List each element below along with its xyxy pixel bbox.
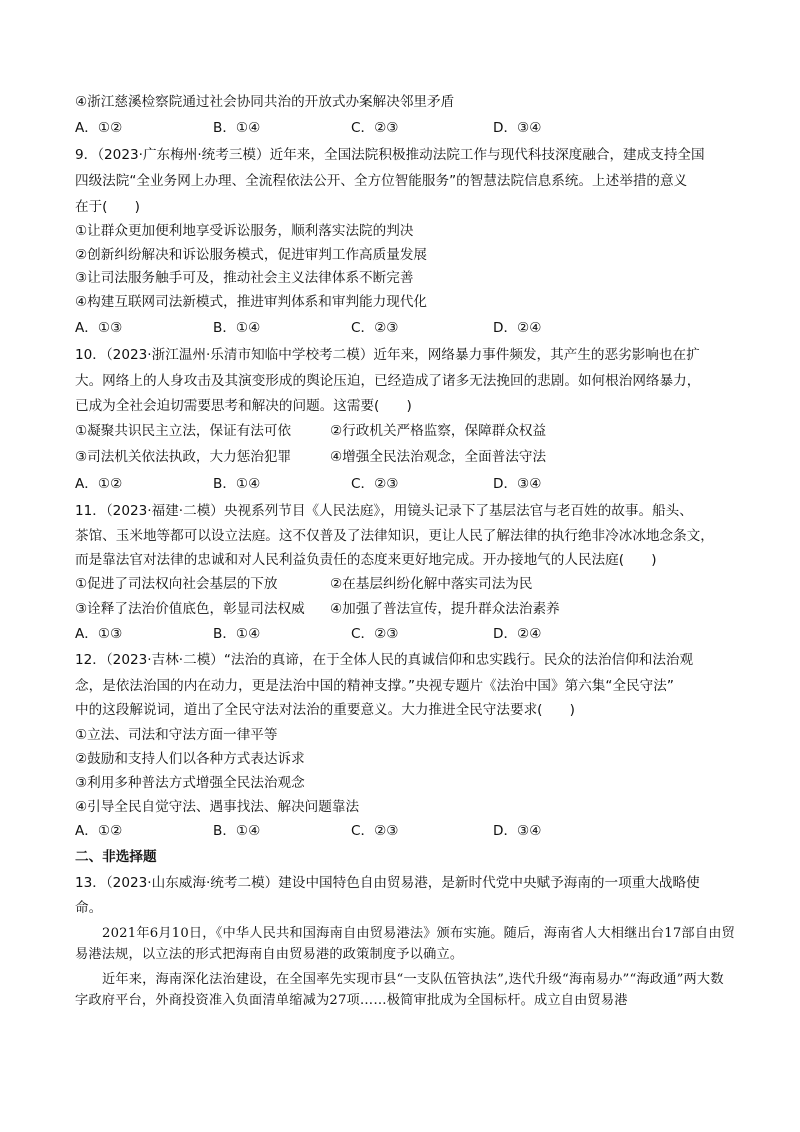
q9-stem-line-1: 9．（2023·广东梅州·统考三模）近年来，全国法院积极推动法院工作与现代科技深度融合，建成支持全国 [75, 147, 705, 163]
q10-option-b[interactable]: B．①④ [213, 476, 261, 492]
q12-options [75, 821, 735, 841]
q10-options [75, 474, 735, 494]
q11-items-row-2 [75, 599, 735, 619]
q9-stem-line-2: 四级法院“全业务网上办理、全流程依法公开、全方位智能服务”的智慧法院信息系统。上述举措的意义 [75, 173, 688, 189]
q12-stem-line-3: 中的这段解说词，道出了全民守法对法治的重要意义。大力推进全民守法要求( ) [75, 702, 575, 718]
q9-option-b[interactable]: B．①④ [213, 320, 261, 336]
q11-stem-line-2: 茶馆、玉米地等都可以设立法庭。这不仅普及了法律知识，更让人民了解法律的执行绝非冷冰冰地念条文， [75, 528, 714, 544]
q10-option-a[interactable]: A．①② [75, 476, 123, 492]
q11-items-row-1 [75, 574, 735, 594]
q9-item-2: ②创新纠纷解决和诉讼服务模式，促进审判工作高质量发展 [75, 247, 428, 263]
q11-option-b[interactable]: B．①④ [213, 626, 261, 642]
q8-option-b[interactable]: B．①④ [213, 120, 261, 136]
q11-options [75, 624, 735, 644]
q11-item-4: ④加强了普法宣传，提升群众法治素养 [330, 601, 560, 617]
q10-items-row-2 [75, 447, 735, 467]
q11-item-3: ③诠释了法治价值底色，彰显司法权威 [75, 601, 305, 617]
q11-stem-line-1: 11．（2023·福建·二模）央视系列节目《人民法庭》，用镜头记录下了基层法官与老百姓的故事。船头、 [75, 503, 693, 519]
q12-item-4: ④引导全民自觉守法、遇事找法、解决问题靠法 [75, 799, 360, 815]
q8-item-4: ④浙江慈溪检察院通过社会协同共治的开放式办案解决邻里矛盾 [75, 94, 455, 110]
q9-option-c[interactable]: C．②③ [351, 320, 399, 336]
q10-stem-line-3: 已成为全社会迫切需要思考和解决的问题。这需要( ) [75, 398, 412, 414]
q12-option-a[interactable]: A．①② [75, 823, 123, 839]
q9-item-3: ③让司法服务触手可及，推动社会主义法律体系不断完善 [75, 270, 414, 286]
q12-option-c[interactable]: C．②③ [351, 823, 399, 839]
q13-stem-line-1: 13．（2023·山东威海·统考二模）建设中国特色自由贸易港，是新时代党中央赋予海南的一项重大战略使 [75, 875, 700, 891]
q9-option-a[interactable]: A．①③ [75, 320, 123, 336]
q8-options [75, 118, 735, 138]
q9-options [75, 318, 735, 338]
q13-material-paragraph-1: 2021年6月10日，《中华人民共和国海南自由贸易港法》颁布实施。随后，海南省人大相继出台17部自由贸易港法规，以立法的形式把海南自由贸易港的政策制度予以确立。 [75, 926, 735, 962]
q10-option-c[interactable]: C．②③ [351, 476, 399, 492]
q10-item-2: ②行政机关严格监察，保障群众权益 [330, 423, 547, 439]
q8-option-a[interactable]: A．①② [75, 120, 123, 136]
q10-option-d[interactable]: D．③④ [493, 476, 542, 492]
q11-option-d[interactable]: D．②④ [493, 626, 542, 642]
q13-material-paragraph-2: 近年来，海南深化法治建设，在全国率先实现市县“一支队伍管执法”,迭代升级“海南易办”“海政通”两大数字政府平台，外商投资准入负面清单缩减为27项……极简审批成为全国标杆。成立自由贸易港 [75, 972, 724, 1008]
q8-option-d[interactable]: D．③④ [493, 120, 542, 136]
q9-item-4: ④构建互联网司法新模式，推进审判体系和审判能力现代化 [75, 294, 428, 310]
q12-stem-line-2: 念，是依法治国的内在动力，更是法治中国的精神支撑。”央视专题片《法治中国》第六集“全民守法” [75, 678, 674, 694]
q10-stem-line-1: 10．（2023·浙江温州·乐清市知临中学校考二模）近年来，网络暴力事件频发，其产生的恶劣影响也在扩 [75, 347, 700, 363]
q11-option-c[interactable]: C．②③ [351, 626, 399, 642]
q9-stem-line-3: 在于( ) [75, 199, 140, 215]
q12-option-b[interactable]: B．①④ [213, 823, 261, 839]
q13-stem-line-2: 命。 [75, 900, 103, 916]
q12-item-2: ②鼓励和支持人们以各种方式表达诉求 [75, 751, 305, 767]
q10-items-row-1 [75, 421, 735, 441]
q10-stem-line-2: 大。网络上的人身攻击及其演变形成的舆论压迫，已经造成了诸多无法挽回的悲剧。如何根治网络暴力， [75, 373, 701, 389]
q10-item-4: ④增强全民法治观念，全面普法守法 [330, 449, 547, 465]
q11-option-a[interactable]: A．①③ [75, 626, 123, 642]
q12-stem-line-1: 12．（2023·吉林·二模）“法治的真谛，在于全体人民的真诚信仰和忠实践行。民众的法治信仰和法治观 [75, 652, 694, 668]
q11-stem-line-3: 而是靠法官对法律的忠诚和对人民利益负责任的态度来更好地完成。开办接地气的人民法庭( ) [75, 552, 657, 568]
q12-item-3: ③利用多种普法方式增强全民法治观念 [75, 775, 305, 791]
q11-item-1: ①促进了司法权向社会基层的下放 [75, 576, 278, 592]
q9-item-1: ①让群众更加便利地享受诉讼服务，顺利落实法院的判决 [75, 223, 414, 239]
q10-item-3: ③司法机关依法执政，大力惩治犯罪 [75, 449, 292, 465]
q12-option-d[interactable]: D．③④ [493, 823, 542, 839]
q12-item-1: ①立法、司法和守法方面一律平等 [75, 727, 278, 743]
section-title-non-choice: 二、非选择题 [75, 849, 157, 865]
q11-item-2: ②在基层纠纷化解中落实司法为民 [330, 576, 533, 592]
q9-option-d[interactable]: D．②④ [493, 320, 542, 336]
q8-option-c[interactable]: C．②③ [351, 120, 399, 136]
q10-item-1: ①凝聚共识民主立法，保证有法可依 [75, 423, 292, 439]
